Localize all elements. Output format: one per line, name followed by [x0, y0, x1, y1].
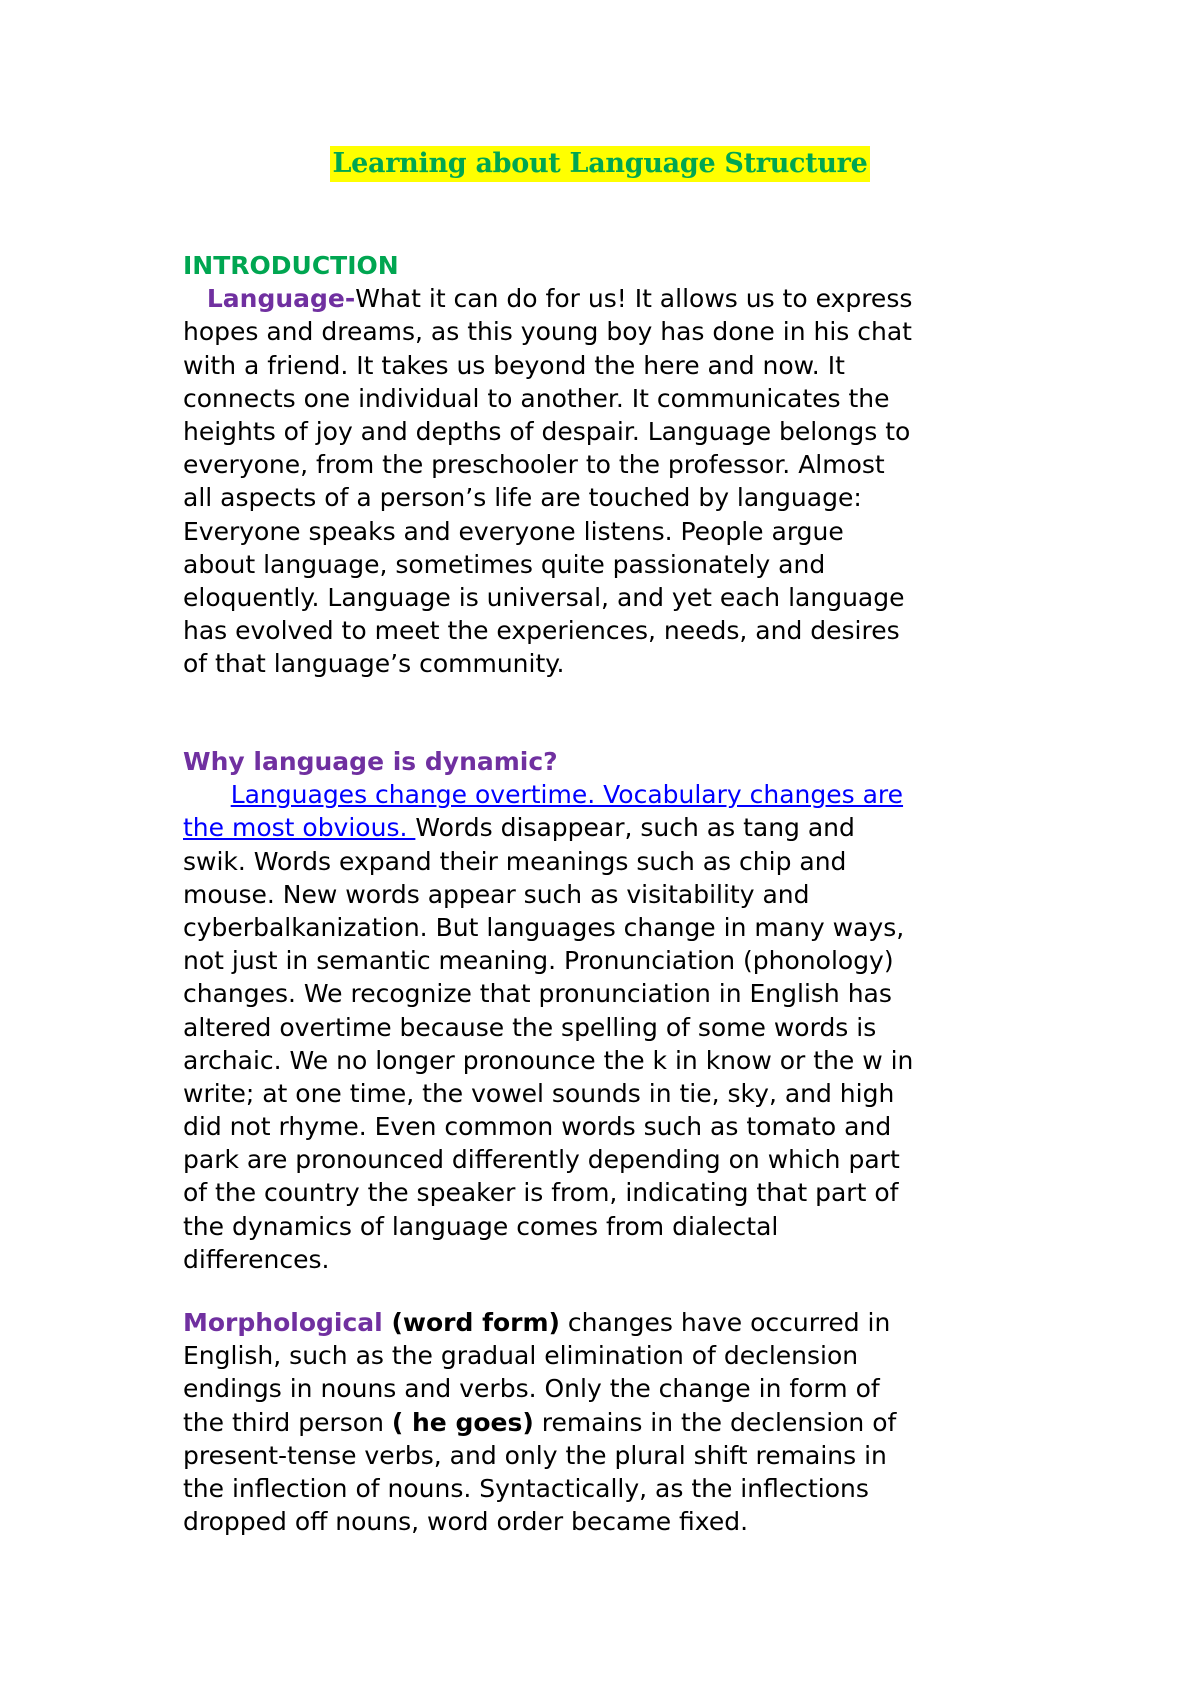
morph-line-text: the third person — [183, 1407, 392, 1437]
dynamic-line-text: Words disappear, such as tang and — [415, 813, 855, 843]
intro-line: all aspects of a person’s life are touched by language: — [183, 483, 862, 513]
dynamic-line: write; at one time, the vowel sounds in tie, sky, and high — [183, 1078, 895, 1108]
morphological-term: Morphological — [183, 1308, 383, 1337]
dynamic-heading: Why language is dynamic? — [183, 747, 558, 776]
intro-line: of that language’s community. — [183, 649, 565, 679]
dynamic-line: swik. Words expand their meanings such as chip and — [183, 846, 847, 876]
morphological-section — [183, 1306, 1043, 1538]
morph-line-text: changes have occurred in — [559, 1308, 891, 1337]
dynamic-line: did not rhyme. Even common words such as tomato and — [183, 1112, 892, 1142]
intro-line-text: What it can do for us! It allows us to express — [355, 284, 913, 314]
dynamic-line: mouse. New words appear such as visitability and — [183, 879, 810, 909]
dynamic-section — [183, 745, 1043, 1276]
dynamic-line — [183, 811, 1043, 844]
dynamic-line — [183, 778, 1043, 811]
intro-line: hopes and dreams, as this young boy has done in his chat — [183, 317, 912, 347]
morph-line: endings in nouns and verbs. Only the change in form of — [183, 1374, 880, 1404]
intro-line: has evolved to meet the experiences, needs, and desires — [183, 616, 900, 646]
dynamic-line: of the country the speaker is from, indicating that part of — [183, 1178, 899, 1208]
dynamic-line: cyberbalkanization. But languages change in many ways, — [183, 912, 905, 942]
document-title: Learning about Language Structure — [330, 146, 869, 182]
dynamic-line: changes. We recognize that pronunciation in English has — [183, 979, 892, 1009]
morph-line-text: remains in the declension of — [533, 1407, 897, 1437]
intro-line: everyone, from the preschooler to the professor. Almost — [183, 450, 885, 480]
intro-line: heights of joy and depths of despair. Language belongs to — [183, 416, 911, 446]
intro-line: Everyone speaks and everyone listens. People argue — [183, 516, 844, 546]
intro-line: about language, sometimes quite passionately and — [183, 549, 826, 579]
dynamic-line: park are pronounced differently depending on which part — [183, 1145, 900, 1175]
intro-line: eloquently. Language is universal, and yet each language — [183, 582, 905, 612]
morph-line: the inflection of nouns. Syntactically, as the inflections — [183, 1473, 869, 1503]
vocabulary-link[interactable]: Languages change overtime. Vocabulary changes are — [230, 780, 904, 810]
intro-line: with a friend. It takes us beyond the here and now. It — [183, 350, 845, 380]
intro-lead-word: Language- — [206, 284, 356, 314]
introduction-section — [183, 249, 1043, 680]
he-goes-example: ( he goes) — [391, 1407, 534, 1437]
morphological-gloss: (word form) — [382, 1308, 560, 1337]
morph-line: present-tense verbs, and only the plural shift remains in — [183, 1440, 887, 1470]
morph-line: dropped off nouns, word order became fixed. — [183, 1507, 749, 1537]
dynamic-line: archaic. We no longer pronounce the k in know or the w in — [183, 1045, 914, 1075]
title-container — [0, 146, 1200, 182]
morph-line: English, such as the gradual elimination of declension — [183, 1341, 859, 1371]
vocabulary-link-continued[interactable]: the most obvious. — [183, 813, 416, 843]
dynamic-line: differences. — [183, 1244, 330, 1274]
dynamic-line: altered overtime because the spelling of some words is — [183, 1012, 877, 1042]
intro-line — [183, 282, 1043, 315]
dynamic-line: the dynamics of language comes from dialectal — [183, 1211, 779, 1241]
dynamic-line: not just in semantic meaning. Pronunciation (phonology) — [183, 946, 894, 976]
intro-line: connects one individual to another. It communicates the — [183, 383, 890, 413]
morph-line — [183, 1306, 1043, 1339]
morph-line — [183, 1406, 1043, 1439]
introduction-heading: INTRODUCTION — [183, 251, 399, 280]
